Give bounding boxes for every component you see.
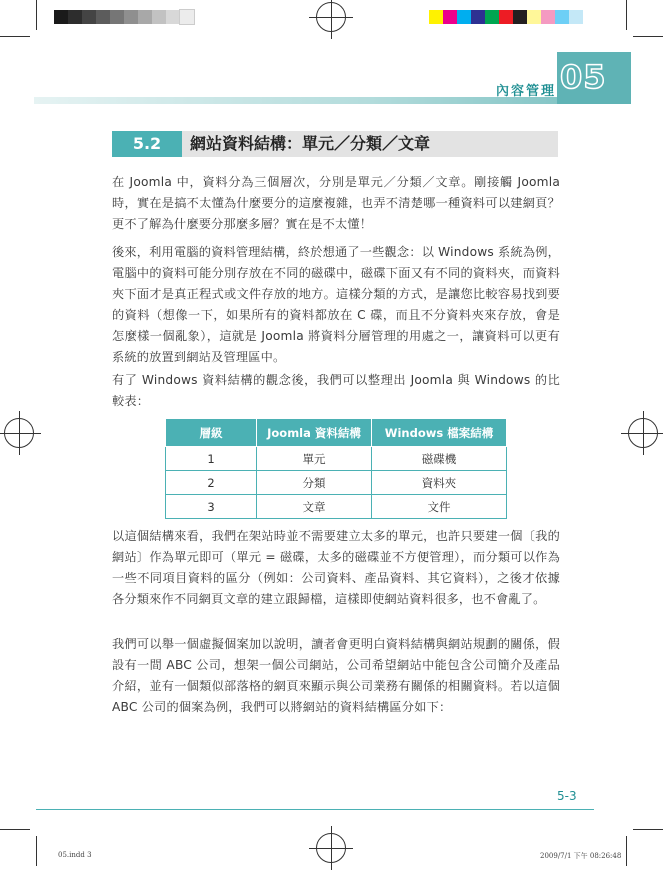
- table-cell: 分類: [257, 471, 372, 495]
- table-cell: 資料夾: [372, 471, 507, 495]
- column-header: 層級: [166, 419, 257, 447]
- chapter-title: 內容管理: [496, 84, 557, 99]
- table-row: [166, 471, 507, 495]
- crop-mark: [0, 36, 30, 37]
- comparison-table: [165, 418, 507, 519]
- registration-mark-icon: [628, 418, 658, 448]
- table-cell: 磁碟機: [372, 447, 507, 471]
- table-header-row: [166, 419, 507, 447]
- section-title: 網站資料結構：單元／分類／文章: [190, 134, 431, 153]
- crop-mark: [633, 36, 663, 37]
- table-cell: 文章: [257, 495, 372, 519]
- column-header: Windows 檔案結構: [372, 419, 507, 447]
- slug-file-info: 05.indd 3: [58, 851, 92, 859]
- table-cell: 3: [166, 495, 257, 519]
- column-header: Joomla 資料結構: [257, 419, 372, 447]
- table-cell: 2: [166, 471, 257, 495]
- registration-mark-icon: [4, 418, 34, 448]
- slug-timestamp: 2009/7/1 下午 08:26:48: [540, 852, 622, 860]
- paragraph-windows-analogy: 後來，利用電腦的資料管理結構，終於想通了一些觀念：以 Windows 系統為例，電腦中的資料可能分別存放在不同的磁碟中，磁碟下面又有不同的資料夾，而資料夾下面才是真正程式或文件存放的地方。這樣分類的方式，是讓您比較容易找到要的資料（想像一下，如果所有的資料都放在 C 碟，而且不分資料夾來存放，會是怎麼樣一個亂象），這就是 Joomla 將資料分層管理的用處之一，讓資料可以更有系統的放置到網站及管理區中。: [112, 245, 560, 364]
- crop-mark: [36, 0, 37, 30]
- registration-mark-icon: [316, 833, 346, 863]
- crop-mark: [626, 836, 627, 866]
- chapter-number: 05: [560, 58, 607, 96]
- registration-mark-icon: [316, 2, 346, 32]
- paragraph-structure-advice: 以這個結構來看，我們在架站時並不需要建立太多的單元，也許只要建一個〔我的網站〕作為單元即可（單元 = 磁碟，太多的磁碟並不方便管理），而分類可以作為一些不同項目資料的區分（例如：公司資料、產品資料、其它資料），之後才依據各分類來作不同網頁文章的建立跟歸檔，這樣即使網站資料很多，也不會亂了。: [112, 529, 560, 606]
- table-cell: 單元: [257, 447, 372, 471]
- crop-mark: [36, 836, 37, 866]
- table-cell: 文件: [372, 495, 507, 519]
- table-row: [166, 495, 507, 519]
- paragraph-intro: 在 Joomla 中，資料分為三個層次，分別是單元／分類／文章。剛接觸 Joomla 時，實在是搞不太懂為什麼要分的這麼複雜，也弄不清楚哪一種資料可以建網頁？更不了解為什麼要分那麼多層？實在是不太懂！: [112, 175, 560, 231]
- paragraph-abc-case: 我們可以舉一個虛擬個案加以說明，讀者會更明白資料結構與網站規劃的關係，假設有一間 ABC 公司，想架一個公司網站，公司希望網站中能包含公司簡介及產品介紹，並有一個類似部落格的網頁來顯示與公司業務有關係的相關資料。若以這個 ABC 公司的個案為例，我們可以將網站的資料結構區分如下：: [112, 637, 560, 714]
- crop-mark: [0, 829, 30, 830]
- page-number: 5-3: [557, 789, 577, 803]
- crop-mark: [633, 829, 663, 830]
- table-row: [166, 447, 507, 471]
- crop-mark: [626, 0, 627, 30]
- paragraph-table-intro: 有了 Windows 資料結構的觀念後，我們可以整理出 Joomla 與 Windows 的比較表：: [112, 373, 560, 408]
- footer-rule: [36, 809, 594, 810]
- table-cell: 1: [166, 447, 257, 471]
- section-number: 5.2: [112, 131, 182, 157]
